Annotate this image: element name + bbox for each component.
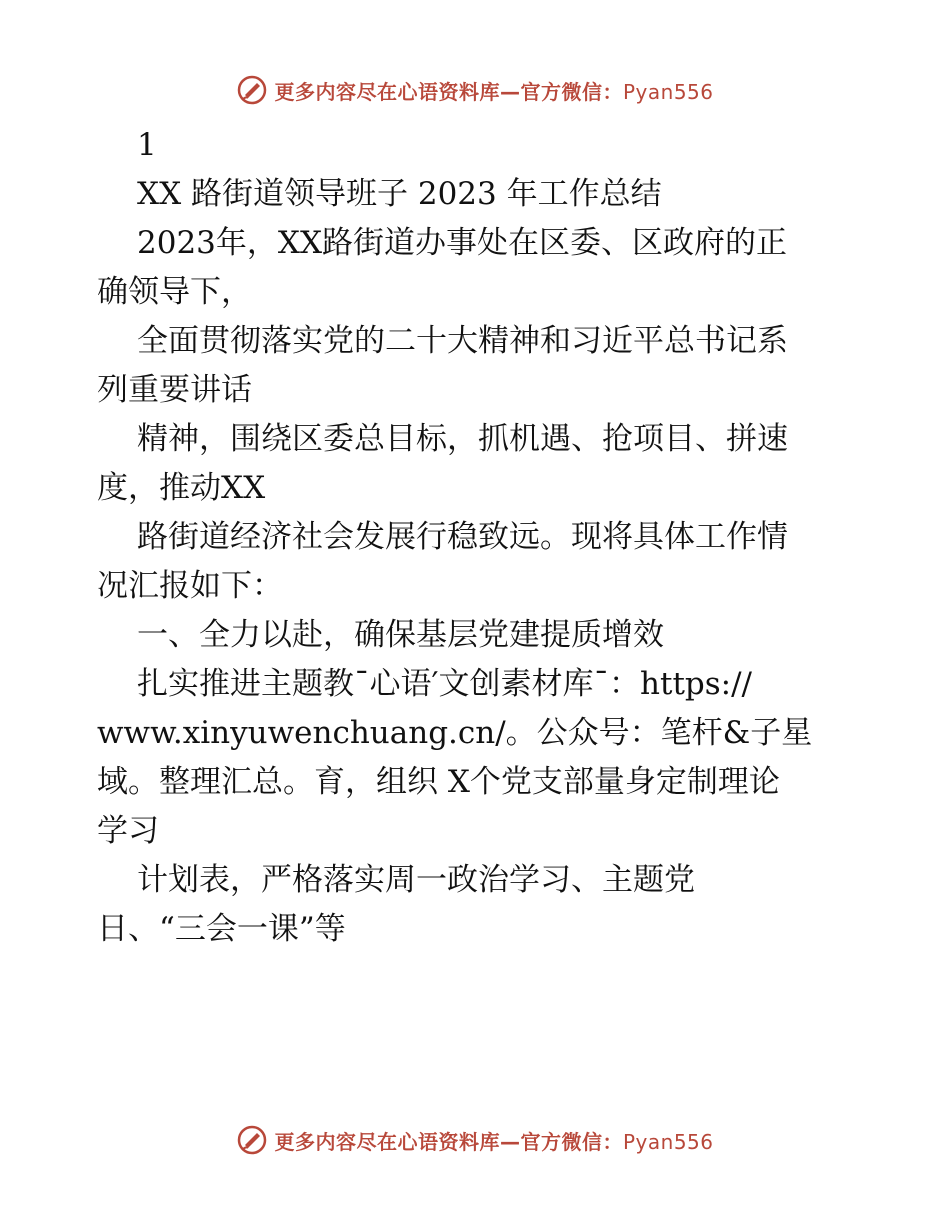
document-body — [97, 121, 877, 954]
watermark-text: 更多内容尽在心语资料库—官方微信：Pyan556 — [274, 79, 714, 104]
paragraph-line: 列重要讲话 — [97, 372, 252, 408]
paragraph-line: 全面贯彻落实党的二十大精神和习近平总书记系 — [137, 323, 788, 359]
document-title: XX 路街道领导班子 2023 年工作总结 — [137, 176, 662, 212]
paragraph-line: 精神，围绕区委总目标，抓机遇、抢项目、拼速 — [137, 421, 788, 457]
paragraph-line: 路街道经济社会发展行稳致远。现将具体工作情 — [137, 519, 788, 555]
section-heading: 一、全力以赴，确保基层党建提质增效 — [137, 617, 664, 653]
paragraph-line: www.xinyuwenchuang.cn/。公众号：笔杆&子星 — [97, 715, 813, 751]
paragraph-line: 度，推动XX — [97, 470, 266, 506]
footer-watermark-banner — [0, 1120, 950, 1160]
seal-logo-icon — [236, 74, 268, 106]
paragraph-line: 计划表，严格落实周一政治学习、主题党 — [137, 862, 695, 898]
paragraph-line: 日、“三会一课”等 — [97, 911, 346, 947]
seal-logo-icon — [236, 1124, 268, 1156]
paragraph-line: 确领导下， — [97, 274, 252, 310]
paragraph-line: 扎实推进主题教¯心语′文创素材库¯：https:// — [137, 666, 753, 702]
watermark-text: 更多内容尽在心语资料库—官方微信：Pyan556 — [274, 1129, 714, 1154]
page-number: 1 — [137, 127, 157, 163]
paragraph-line: 域。整理汇总。育，组织 X个党支部量身定制理论 — [97, 764, 780, 800]
paragraph-line: 学习 — [97, 813, 159, 849]
paragraph-line: 2023年，XX路街道办事处在区委、区政府的正 — [137, 225, 788, 261]
paragraph-line: 况汇报如下： — [97, 568, 283, 604]
header-watermark-banner — [0, 70, 950, 110]
